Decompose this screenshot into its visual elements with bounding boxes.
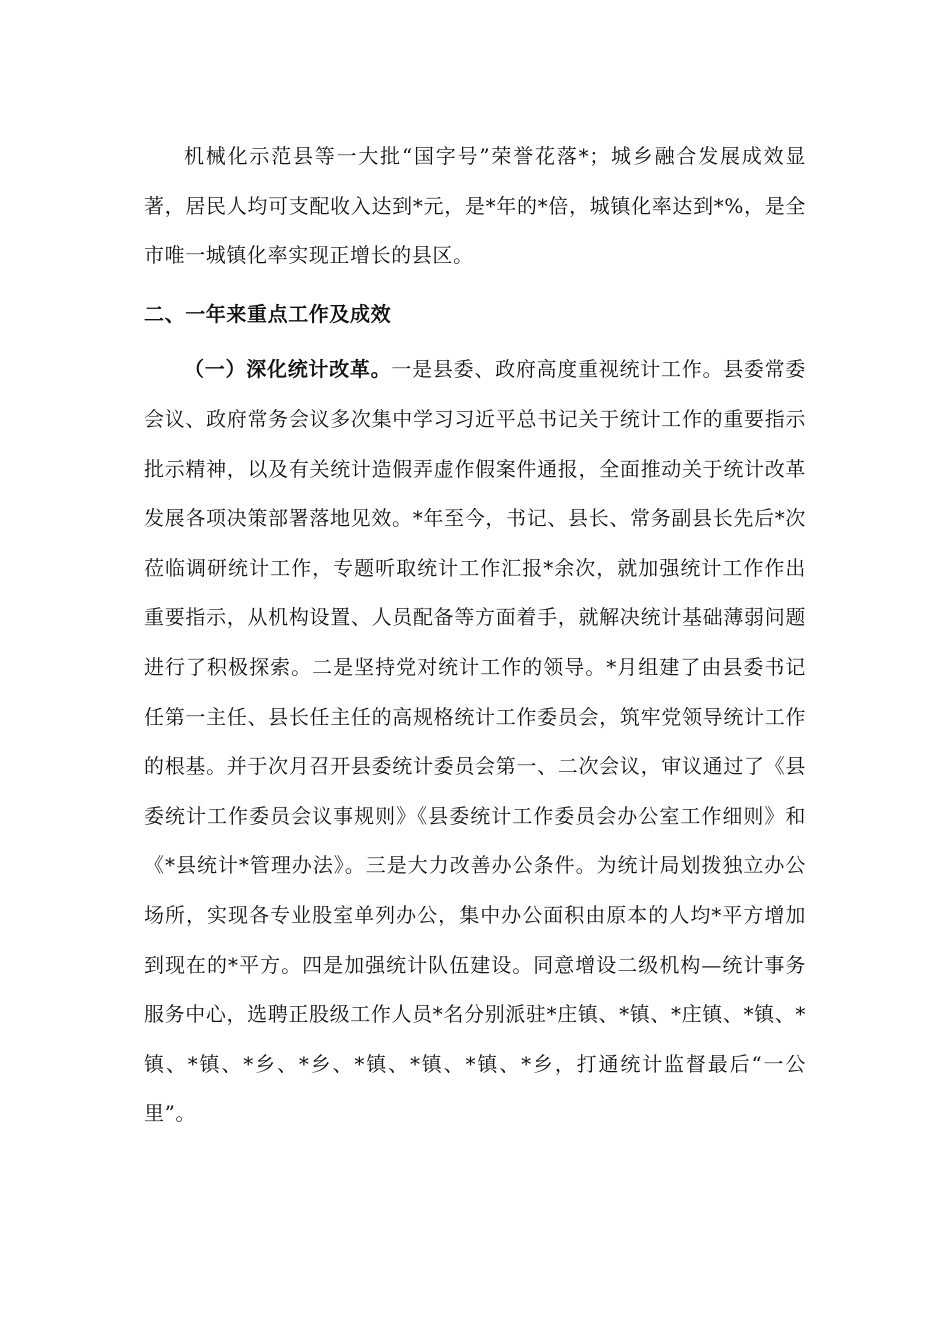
document-body [144,132,806,1139]
subsection-paragraph [144,345,806,1139]
subsection-body: 一是县委、政府高度重视统计工作。县委常委会议、政府常务会议多次集中学习习近平总书记关于统计工作的重要指示批示精神，以及有关统计造假弄虚作假案件通报，全面推动关于统计改革发展各项决策部署落地见效。*年至今，书记、县长、常务副县长先后*次莅临调研统计工作，专题听取统计工作汇报*余次，就加强统计工作作出重要指示，从机构设置、人员配备等方面着手，就解决统计基础薄弱问题进行了积极探索。二是坚持党对统计工作的领导。*月组建了由县委书记任第一主任、县长任主任的高规格统计工作委员会，筑牢党领导统计工作的根基。并于次月召开县委统计委员会第一、二次会议，审议通过了《县委统计工作委员会议事规则》《县委统计工作委员会办公室工作细则》和《*县统计*管理办法》。三是大力改善办公条件。为统计局划拨独立办公场所，实现各专业股室单列办公，集中办公面积由原本的人均*平方增加到现在的*平方。四是加强统计队伍建设。同意增设二级机构—统计事务服务中心，选聘正股级工作人员*名分别派驻*庄镇、*镇、*庄镇、*镇、*镇、*镇、*乡、*乡、*镇、*镇、*镇、*乡，打通统计监督最后“一公里”。 [144,357,807,1126]
section-heading: 二、一年来重点工作及成效 [144,301,392,326]
subsection-lead: （一）深化统计改革。 [184,357,392,382]
paragraph-continuation: 机械化示范县等一大批“国字号”荣誉花落*；城乡融合发展成效显著，居民人均可支配收入达到*元，是*年的*倍，城镇化率达到*%，是全市唯一城镇化率实现正增长的县区。 [144,144,806,268]
